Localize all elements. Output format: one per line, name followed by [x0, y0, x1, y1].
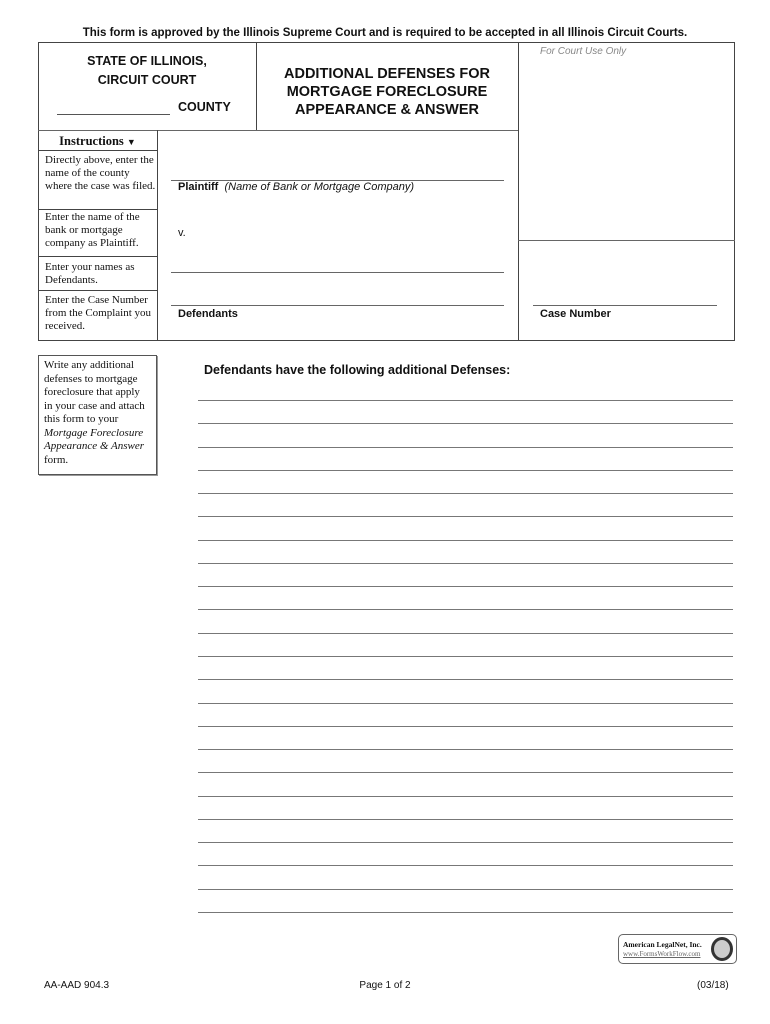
defense-line[interactable]: [198, 540, 733, 541]
instruction-item: Directly above, enter the name of the county where the case was filed.: [45, 154, 156, 192]
county-input[interactable]: [57, 101, 170, 115]
defense-line[interactable]: [198, 563, 733, 564]
legalnet-logo: [618, 934, 737, 964]
instruction-item: Enter the Case Number from the Complaint you received.: [45, 294, 152, 332]
globe-icon: [711, 937, 733, 961]
defendants-input-1[interactable]: [171, 252, 504, 273]
page-number: Page 1 of 2: [359, 980, 411, 991]
instructions-heading-text: Instructions: [59, 134, 124, 148]
plaintiff-input[interactable]: [171, 160, 504, 181]
caret-down-icon: ▼: [126, 137, 136, 147]
court-heading: [38, 52, 256, 90]
title-line: MORTGAGE FORECLOSURE: [286, 84, 488, 100]
defense-line[interactable]: [198, 470, 733, 471]
defense-line[interactable]: [198, 679, 733, 680]
defense-line[interactable]: [198, 516, 733, 517]
form-id: AA-AAD 904.3: [44, 980, 110, 991]
plaintiff-label: Plaintiff: [178, 181, 219, 193]
side-note-tail: form.: [44, 453, 69, 466]
side-note-text: Write any additional defenses to mortgage foreclosure that apply in your case and attach this form to your: [44, 359, 145, 425]
logo-url[interactable]: www.FormsWorkFlow.com: [623, 950, 701, 958]
case-number-input[interactable]: [533, 285, 717, 306]
state-label: STATE OF ILLINOIS,: [87, 54, 207, 68]
defenses-heading: Defendants have the following additional Defenses:: [204, 363, 511, 377]
defense-line[interactable]: [198, 656, 733, 657]
title-line: ADDITIONAL DEFENSES FOR: [284, 66, 490, 82]
defense-line[interactable]: [198, 400, 733, 401]
defense-line[interactable]: [198, 912, 733, 913]
defense-line[interactable]: [198, 889, 733, 890]
defense-line[interactable]: [198, 726, 733, 727]
revision-date: (03/18): [697, 980, 729, 991]
defense-line[interactable]: [198, 772, 733, 773]
side-note-italic: Mortgage Foreclosure Appearance & Answer: [44, 426, 145, 452]
defendants-input-2[interactable]: [171, 285, 504, 306]
title-line: APPEARANCE & ANSWER: [295, 102, 479, 118]
plaintiff-hint: (Name of Bank or Mortgage Company): [224, 181, 414, 193]
court-use-label: For Court Use Only: [540, 46, 627, 57]
defense-line[interactable]: [198, 749, 733, 750]
logo-name: American LegalNet, Inc.: [623, 940, 702, 949]
county-label: COUNTY: [178, 100, 231, 114]
defense-line[interactable]: [198, 865, 733, 866]
defense-line[interactable]: [198, 703, 733, 704]
defense-line[interactable]: [198, 633, 733, 634]
plaintiff-label-row: [178, 181, 414, 193]
side-note: [38, 355, 157, 475]
defense-line[interactable]: [198, 447, 733, 448]
court-label: CIRCUIT COURT: [97, 73, 197, 87]
defense-line[interactable]: [198, 609, 733, 610]
form-title: [256, 65, 518, 119]
defense-line[interactable]: [198, 842, 733, 843]
defense-line[interactable]: [198, 819, 733, 820]
instruction-item: Enter the name of the bank or mortgage company as Plaintiff.: [45, 211, 140, 249]
instruction-item: Enter your names as Defendants.: [45, 261, 135, 286]
defense-line[interactable]: [198, 586, 733, 587]
defense-line[interactable]: [198, 423, 733, 424]
case-number-label: Case Number: [540, 308, 611, 320]
defense-line[interactable]: [198, 796, 733, 797]
versus-label: v.: [178, 227, 186, 239]
defense-line[interactable]: [198, 493, 733, 494]
instructions-heading: [38, 134, 157, 149]
defendants-label: Defendants: [178, 308, 238, 320]
approval-notice: This form is approved by the Illinois Supreme Court and is required to be accepted in all Illinois Circuit Courts.: [82, 27, 688, 39]
